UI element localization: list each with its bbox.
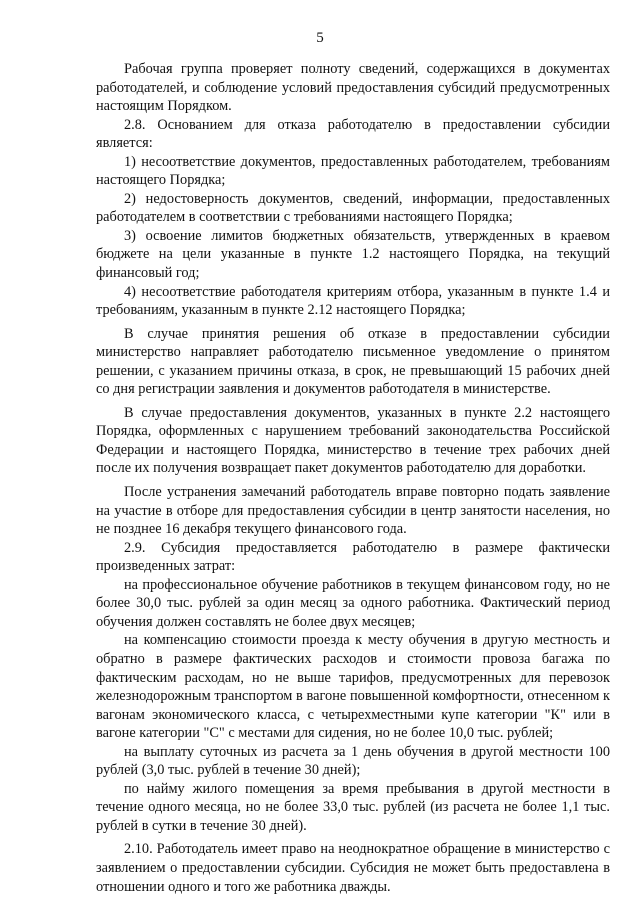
paragraph-refusal-reason-4: 4) несоответствие работодателя критериям отбора, указанным в пункте 1.4 и требованиям, указанным в пункте 2.12 настоящего Порядка; bbox=[96, 283, 610, 319]
paragraph-refusal-reason-1: 1) несоответствие документов, предоставленных работодателем, требованиям настоящего Порядка; bbox=[96, 153, 610, 189]
paragraph-refusal-reason-2: 2) недостоверность документов, сведений, информации, предоставленных работодателем в соответствии с требованиями настоящего Порядка; bbox=[96, 190, 610, 226]
paragraph-daily-allowance: на выплату суточных из расчета за 1 день обучения в другой местности 100 рублей (3,0 тыс. рублей в течение 30 дней); bbox=[96, 743, 610, 779]
paragraph-refusal-notice: В случае принятия решения об отказе в предоставлении субсидии министерство направляет работодателю письменное уведомление о принятом решении, с указанием причины отказа, в срок, не превышающий 15 рабочих дней со дня регистрации заявления и документов работодателя в министерстве. bbox=[96, 325, 610, 398]
paragraph-working-group: Рабочая группа проверяет полноту сведений, содержащихся в документах работодателей, и соблюдение условий предоставления субсидий предусмотренных настоящим Порядком. bbox=[96, 61, 610, 115]
paragraph-2-8-heading: 2.8. Основанием для отказа работодателю в предоставлении субсидии является: bbox=[96, 116, 610, 152]
paragraph-resubmission: После устранения замечаний работодатель вправе повторно подать заявление на участие в отборе для предоставления субсидии в центр занятости населения, но не позднее 16 декабря текущего финансового года. bbox=[96, 484, 610, 538]
paragraph-training-cost: на профессиональное обучение работников в текущем финансовом году, но не более 30,0 тыс. рублей за один месяц за одного работника. Фактический период обучения должен составлять не более двух месяцев; bbox=[96, 576, 610, 630]
paragraph-documents-return: В случае предоставления документов, указанных в пункте 2.2 настоящего Порядка, оформленных с нарушением требований законодательства Российской Федерации и настоящего Порядка, министерство в течение трех рабочих дней после их получения возвращает пакет документов работодателю для доработки. bbox=[96, 404, 610, 477]
paragraph-2-10: 2.10. Работодатель имеет право на неоднократное обращение в министерство с заявлением о предоставлении субсидии. Субсидия не может быть предоставлена в отношении одного и того же работника дважды. bbox=[96, 841, 610, 895]
paragraph-travel-compensation: на компенсацию стоимости проезда к месту обучения в другую местность и обратно в размере фактических расходов и стоимости провоза багажа по фактическим расходам, но не выше тарифов, предусмотренных для перевозок железнодорожным транспортом в вагоне повышенной комфортности, отнесенном к вагонам экономического класса, с четырехместными купе категории "К" или в вагоне категории "С" с местами для сидения, но не более 10,0 тыс. рублей; bbox=[96, 632, 610, 742]
paragraph-housing-rent: по найму жилого помещения за время пребывания в другой местности в течение одного месяца, но не более 33,0 тыс. рублей (из расчета не более 1,1 тыс. рублей в сутки в течение 30 дней). bbox=[96, 780, 610, 834]
paragraph-refusal-reason-3: 3) освоение лимитов бюджетных обязательств, утвержденных в краевом бюджете на цели указанные в пункте 1.2 настоящего Порядка, на текущий финансовый год; bbox=[96, 227, 610, 282]
document-body bbox=[96, 60, 610, 896]
paragraph-2-9-heading: 2.9. Субсидия предоставляется работодателю в размере фактически произведенных затрат: bbox=[96, 539, 610, 575]
page-number: 5 bbox=[316, 30, 324, 46]
